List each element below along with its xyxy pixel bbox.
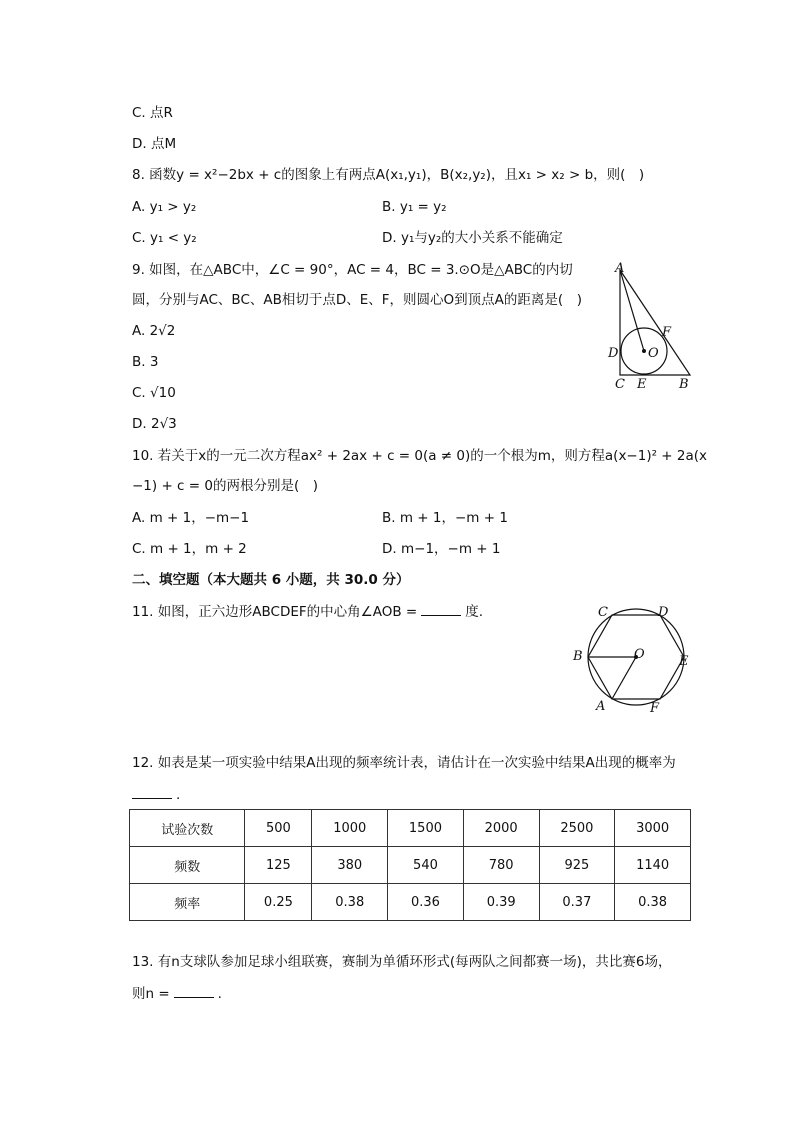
label-e: E	[637, 377, 647, 392]
label-d: D	[608, 346, 619, 361]
q11-stem	[132, 602, 483, 622]
table-cell: 1500	[388, 810, 464, 847]
q11-answer-blank[interactable]	[421, 603, 461, 616]
q9-option-c: C. √10	[132, 385, 176, 401]
label-a: A	[596, 699, 606, 714]
label-c: C	[615, 377, 625, 392]
q12-answer-blank[interactable]	[132, 786, 172, 799]
table-row-frequency	[130, 884, 691, 921]
q9-option-b: B. 3	[132, 354, 159, 370]
q7-option-d: D. 点M	[132, 136, 177, 152]
label-a: A	[615, 261, 625, 276]
q13-answer-blank[interactable]	[174, 985, 214, 998]
table-cell: 0.39	[463, 884, 539, 921]
label-d: D	[658, 605, 669, 620]
q12-stem: 12. 如表是某一项实验中结果A出现的频率统计表，请估计在一次实验中结果A出现的概率为	[132, 755, 676, 771]
label-f: F	[662, 325, 672, 340]
segment-ao	[620, 270, 644, 351]
table-cell: 频数	[130, 847, 245, 884]
q13-stem-text: 则n =	[132, 986, 170, 1002]
q13-stem-end: .	[217, 986, 222, 1002]
table-cell: 0.38	[312, 884, 388, 921]
label-o: O	[648, 346, 659, 361]
q8-stem: 8. 函数y = x²−2bx + c的图象上有两点A(x₁,y₁)，B(x₂,y₂)，且x₁ > x₂ > b，则( )	[132, 167, 645, 183]
label-e: E	[679, 654, 689, 669]
table-cell: 1140	[615, 847, 691, 884]
q9-stem-line1: 9. 如图，在△ABC中，∠C = 90°，AC = 4，BC = 3.⊙O是△ABC的内切	[132, 262, 573, 278]
label-b: B	[573, 649, 583, 664]
q13-stem-line2	[132, 984, 222, 1004]
q10-option-b: B. m + 1，−m + 1	[382, 510, 508, 526]
table-cell: 3000	[615, 810, 691, 847]
q10-stem-line2: −1) + c = 0的两根分别是( )	[132, 478, 319, 494]
table-cell: 500	[245, 810, 312, 847]
q7-option-c: C. 点R	[132, 105, 173, 121]
q11-stem-end: 度.	[465, 604, 484, 620]
q9-stem-line2: 圆，分别与AC、BC、AB相切于点D、E、F，则圆心O到顶点A的距离是( )	[132, 292, 582, 308]
table-cell: 925	[539, 847, 615, 884]
q11-hexagon-figure	[568, 600, 698, 720]
table-cell: 0.37	[539, 884, 615, 921]
segment-oa	[612, 657, 636, 699]
section-heading-fill-in: 二、填空题（本大题共 6 小题，共 30.0 分）	[132, 572, 410, 588]
table-cell: 380	[312, 847, 388, 884]
q11-stem-text: 11. 如图，正六边形ABCDEF的中心角∠AOB =	[132, 604, 418, 620]
table-cell: 125	[245, 847, 312, 884]
table-cell: 1000	[312, 810, 388, 847]
center-o-dot	[642, 349, 646, 353]
table-cell: 0.25	[245, 884, 312, 921]
q13-stem-line1: 13. 有n支球队参加足球小组联赛，赛制为单循环形式(每两队之间都赛一场)，共比赛6场，	[132, 954, 672, 970]
q9-triangle-figure	[600, 258, 700, 393]
q12-answer-line	[132, 785, 180, 805]
q10-option-d: D. m−1，−m + 1	[382, 541, 501, 557]
frequency-table	[129, 809, 691, 921]
table-cell: 频率	[130, 884, 245, 921]
q9-option-a: A. 2√2	[132, 323, 176, 339]
q9-option-d: D. 2√3	[132, 416, 177, 432]
label-c: C	[598, 605, 608, 620]
label-b: B	[679, 377, 689, 392]
q10-stem-line1: 10. 若关于x的一元二次方程ax² + 2ax + c = 0(a ≠ 0)的一个根为m，则方程a(x−1)² + 2a(x	[132, 448, 708, 464]
table-cell: 试验次数	[130, 810, 245, 847]
q10-option-a: A. m + 1，−m−1	[132, 510, 250, 526]
table-row-trials	[130, 810, 691, 847]
table-cell: 780	[463, 847, 539, 884]
label-o: O	[634, 647, 645, 662]
q10-option-c: C. m + 1，m + 2	[132, 541, 247, 557]
q8-option-a: A. y₁ > y₂	[132, 199, 197, 215]
q8-option-d: D. y₁与y₂的大小关系不能确定	[382, 230, 563, 246]
table-cell: 2500	[539, 810, 615, 847]
table-cell: 0.38	[615, 884, 691, 921]
label-f: F	[650, 701, 660, 716]
table-cell: 0.36	[388, 884, 464, 921]
table-row-count	[130, 847, 691, 884]
table-cell: 2000	[463, 810, 539, 847]
table-cell: 540	[388, 847, 464, 884]
q8-option-c: C. y₁ < y₂	[132, 230, 197, 246]
q12-stem-end: .	[176, 787, 181, 803]
q8-option-b: B. y₁ = y₂	[382, 199, 447, 215]
